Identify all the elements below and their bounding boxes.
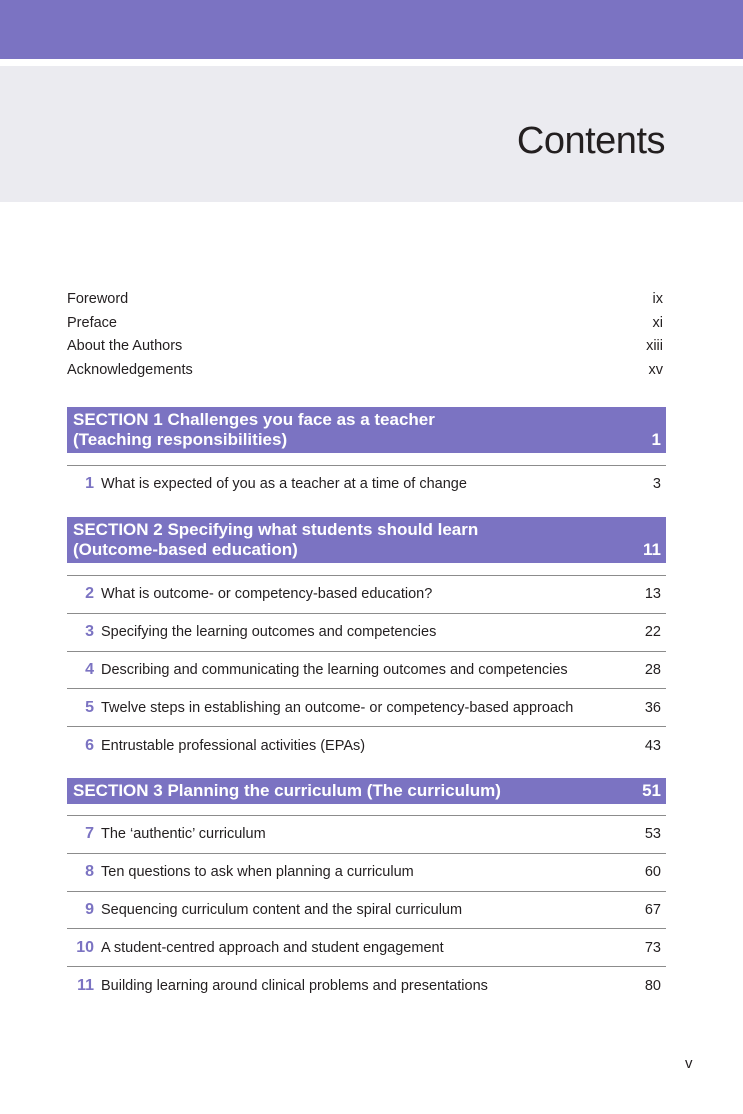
chapter-number: 7	[85, 825, 94, 843]
front-matter-item-foreword[interactable]	[67, 289, 663, 313]
section-subtitle-line: (Teaching responsibilities)	[73, 430, 288, 449]
chapter-row-4[interactable]	[67, 651, 666, 689]
chapter-number: 11	[77, 976, 94, 994]
chapter-number: 1	[85, 475, 94, 493]
chapter-title: Twelve steps in establishing an outcome- or competency-based approach	[101, 699, 574, 716]
front-matter-label: About the Authors	[67, 338, 183, 355]
chapter-title: The ‘authentic’ curriculum	[101, 826, 266, 843]
chapter-row-11[interactable]	[67, 966, 666, 1004]
front-matter-page: xi	[652, 314, 663, 331]
chapter-page: 60	[644, 864, 661, 881]
chapter-page: 22	[644, 624, 661, 641]
chapter-row-7[interactable]	[67, 815, 666, 853]
top-color-band	[0, 0, 743, 59]
chapter-number: 2	[85, 585, 94, 603]
chapter-row-9[interactable]	[67, 891, 666, 929]
section-2-chapters	[67, 575, 666, 764]
section-3-header[interactable]	[67, 778, 666, 804]
front-matter-label: Acknowledgements	[67, 362, 193, 379]
section-page: 11	[643, 540, 661, 559]
chapter-number: 3	[85, 623, 94, 641]
chapter-number: 5	[85, 698, 94, 716]
front-matter-page: xv	[648, 362, 663, 379]
section-2-header[interactable]	[67, 517, 666, 563]
chapter-page: 53	[644, 826, 661, 843]
front-matter-page: ix	[652, 291, 663, 307]
chapter-row-1[interactable]	[67, 465, 666, 503]
front-matter-page: xiii	[646, 338, 663, 355]
chapter-page: 67	[644, 901, 661, 918]
section-3-chapters	[67, 815, 666, 1004]
chapter-title: Describing and communicating the learning outcomes and competencies	[101, 661, 568, 678]
front-matter-item-preface[interactable]	[67, 313, 663, 337]
chapter-page: 43	[644, 737, 661, 754]
chapter-row-5[interactable]	[67, 688, 666, 726]
front-matter-item-about-the-authors[interactable]	[67, 336, 663, 360]
chapter-title: What is outcome- or competency-based education?	[101, 586, 433, 603]
chapter-title: Entrustable professional activities (EPAs)	[101, 737, 366, 754]
chapter-page: 80	[644, 977, 661, 994]
chapter-page: 28	[644, 661, 661, 678]
chapter-row-6[interactable]	[67, 726, 666, 764]
chapter-page: 73	[644, 939, 661, 956]
chapter-title: Specifying the learning outcomes and competencies	[101, 624, 437, 641]
chapter-number: 10	[76, 938, 94, 956]
front-matter-label: Foreword	[67, 291, 129, 307]
chapter-page: 36	[644, 699, 661, 716]
section-subtitle-line: (Outcome-based education)	[73, 540, 298, 559]
chapter-number: 9	[85, 900, 94, 918]
chapter-number: 4	[85, 660, 94, 678]
section-1-chapters	[67, 465, 666, 503]
front-matter-list	[67, 289, 663, 384]
section-title-line: SECTION 1 Challenges you face as a teacher	[73, 410, 435, 429]
section-page: 51	[642, 781, 661, 800]
chapter-row-3[interactable]	[67, 613, 666, 651]
chapter-title: Ten questions to ask when planning a curriculum	[101, 864, 414, 881]
chapter-number: 6	[85, 736, 94, 754]
chapter-row-8[interactable]	[67, 853, 666, 891]
front-matter-item-acknowledgements[interactable]	[67, 360, 663, 384]
page-number: v	[685, 1055, 693, 1072]
chapter-title: A student-centred approach and student engagement	[101, 939, 444, 956]
chapter-title: Building learning around clinical problems and presentations	[101, 977, 488, 994]
chapter-row-2[interactable]	[67, 575, 666, 613]
section-1-header[interactable]	[67, 407, 666, 453]
section-page: 1	[651, 430, 661, 449]
chapter-title: What is expected of you as a teacher at a time of change	[101, 476, 467, 493]
chapter-page: 3	[652, 476, 661, 493]
chapter-page: 13	[644, 586, 661, 603]
chapter-number: 8	[85, 863, 94, 881]
chapter-title: Sequencing curriculum content and the spiral curriculum	[101, 901, 463, 918]
front-matter-label: Preface	[67, 314, 117, 331]
chapter-row-10[interactable]	[67, 928, 666, 966]
section-title-line: SECTION 3 Planning the curriculum (The curriculum)	[73, 781, 501, 800]
section-title-line: SECTION 2 Specifying what students should learn	[73, 520, 479, 539]
page-title: Contents	[516, 120, 665, 162]
